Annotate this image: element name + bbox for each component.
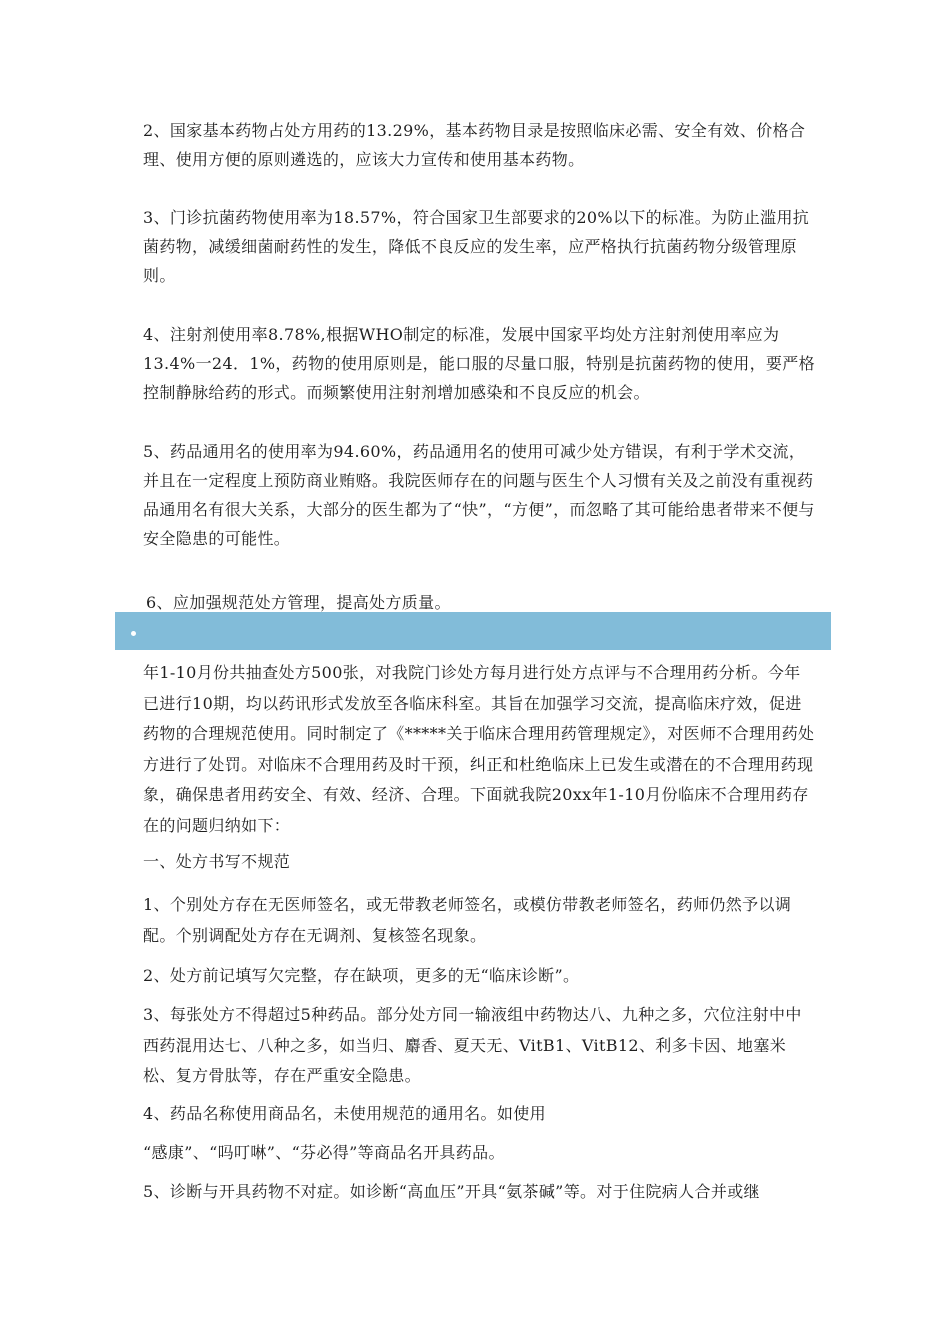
paragraph-antibacterial-usage: 3、门诊抗菌药物使用率为18.57%，符合国家卫生部要求的20%以下的标准。为防止滥用抗菌药物，减缓细菌耐药性的发生，降低不良反应的发生率，应严格执行抗菌药物分级管理原则。	[143, 208, 810, 285]
list-item-brand-name-continued: “感康”、“吗叮啉”、“芬必得”等商品名开具药品。	[143, 1143, 505, 1162]
list-item-diagnosis-mismatch: 5、诊断与开具药物不对症。如诊断“高血压”开具“氨茶碱”等。对于住院病人合并或继	[143, 1182, 760, 1201]
section-divider-bar	[115, 612, 831, 650]
paragraph-review-intro: 年1-10月份共抽查处方500张，对我院门诊处方每月进行处方点评与不合理用药分析。今年已进行10期，均以药讯形式发放至各临床科室。其旨在加强学习交流，提高临床疗效，促进药物的合理规范使用。同时制定了《*****关于临床合理用药管理规定》，对医师不合理用药处方进行了处罚。对临床不合理用药及时干预，纠正和杜绝临床上已发生或潜在的不合理用药现象，确保患者用药安全、有效、经济、合理。下面就我院20xx年1-10月份临床不合理用药存在的问题归纳如下：	[143, 663, 815, 835]
list-item-brand-name: 4、药品名称使用商品名，未使用规范的通用名。如使用	[143, 1104, 546, 1123]
bullet-icon	[131, 631, 136, 636]
list-item-drug-count: 3、每张处方不得超过5种药品。部分处方同一输液组中药物达八、九种之多，穴位注射中中西药混用达七、八种之多，如当归、麝香、夏天无、VitB1、VitB12、利多卡因、地塞米松、复方骨肽等，存在严重安全隐患。	[143, 1005, 802, 1085]
list-item-incomplete-record: 2、处方前记填写欠完整，存在缺项，更多的无“临床诊断”。	[143, 966, 580, 985]
section-heading-prescription-writing: 一、处方书写不规范	[143, 852, 291, 871]
paragraph-injection-usage: 4、注射剂使用率8.78%,根据WHO制定的标准，发展中国家平均处方注射剂使用率应为13.4%一24．1%，药物的使用原则是，能口服的尽量口服，特别是抗菌药物的使用，要严格控制静脉给药的形式。而频繁使用注射剂增加感染和不良反应的机会。	[143, 325, 815, 402]
list-item-signature: 1、个别处方存在无医师签名，或无带教老师签名，或模仿带教老师签名，药师仍然予以调配。个别调配处方存在无调剂、复核签名现象。	[143, 895, 792, 945]
paragraph-generic-name-usage: 5、药品通用名的使用率为94.60%，药品通用名的使用可减少处方错误，有利于学术交流，并且在一定程度上预防商业贿赂。我院医师存在的问题与医生个人习惯有关及之前没有重视药品通用名有很大关系，大部分的医生都为了“快”，“方便”，而忽略了其可能给患者带来不便与安全隐患的可能性。	[143, 442, 815, 548]
paragraph-essential-drugs: 2、国家基本药物占处方用药的13.29%，基本药物目录是按照临床必需、安全有效、价格合理、使用方便的原则遴选的，应该大力宣传和使用基本药物。	[143, 121, 806, 169]
paragraph-strengthen-management: 6、应加强规范处方管理，提高处方质量。	[146, 593, 451, 612]
